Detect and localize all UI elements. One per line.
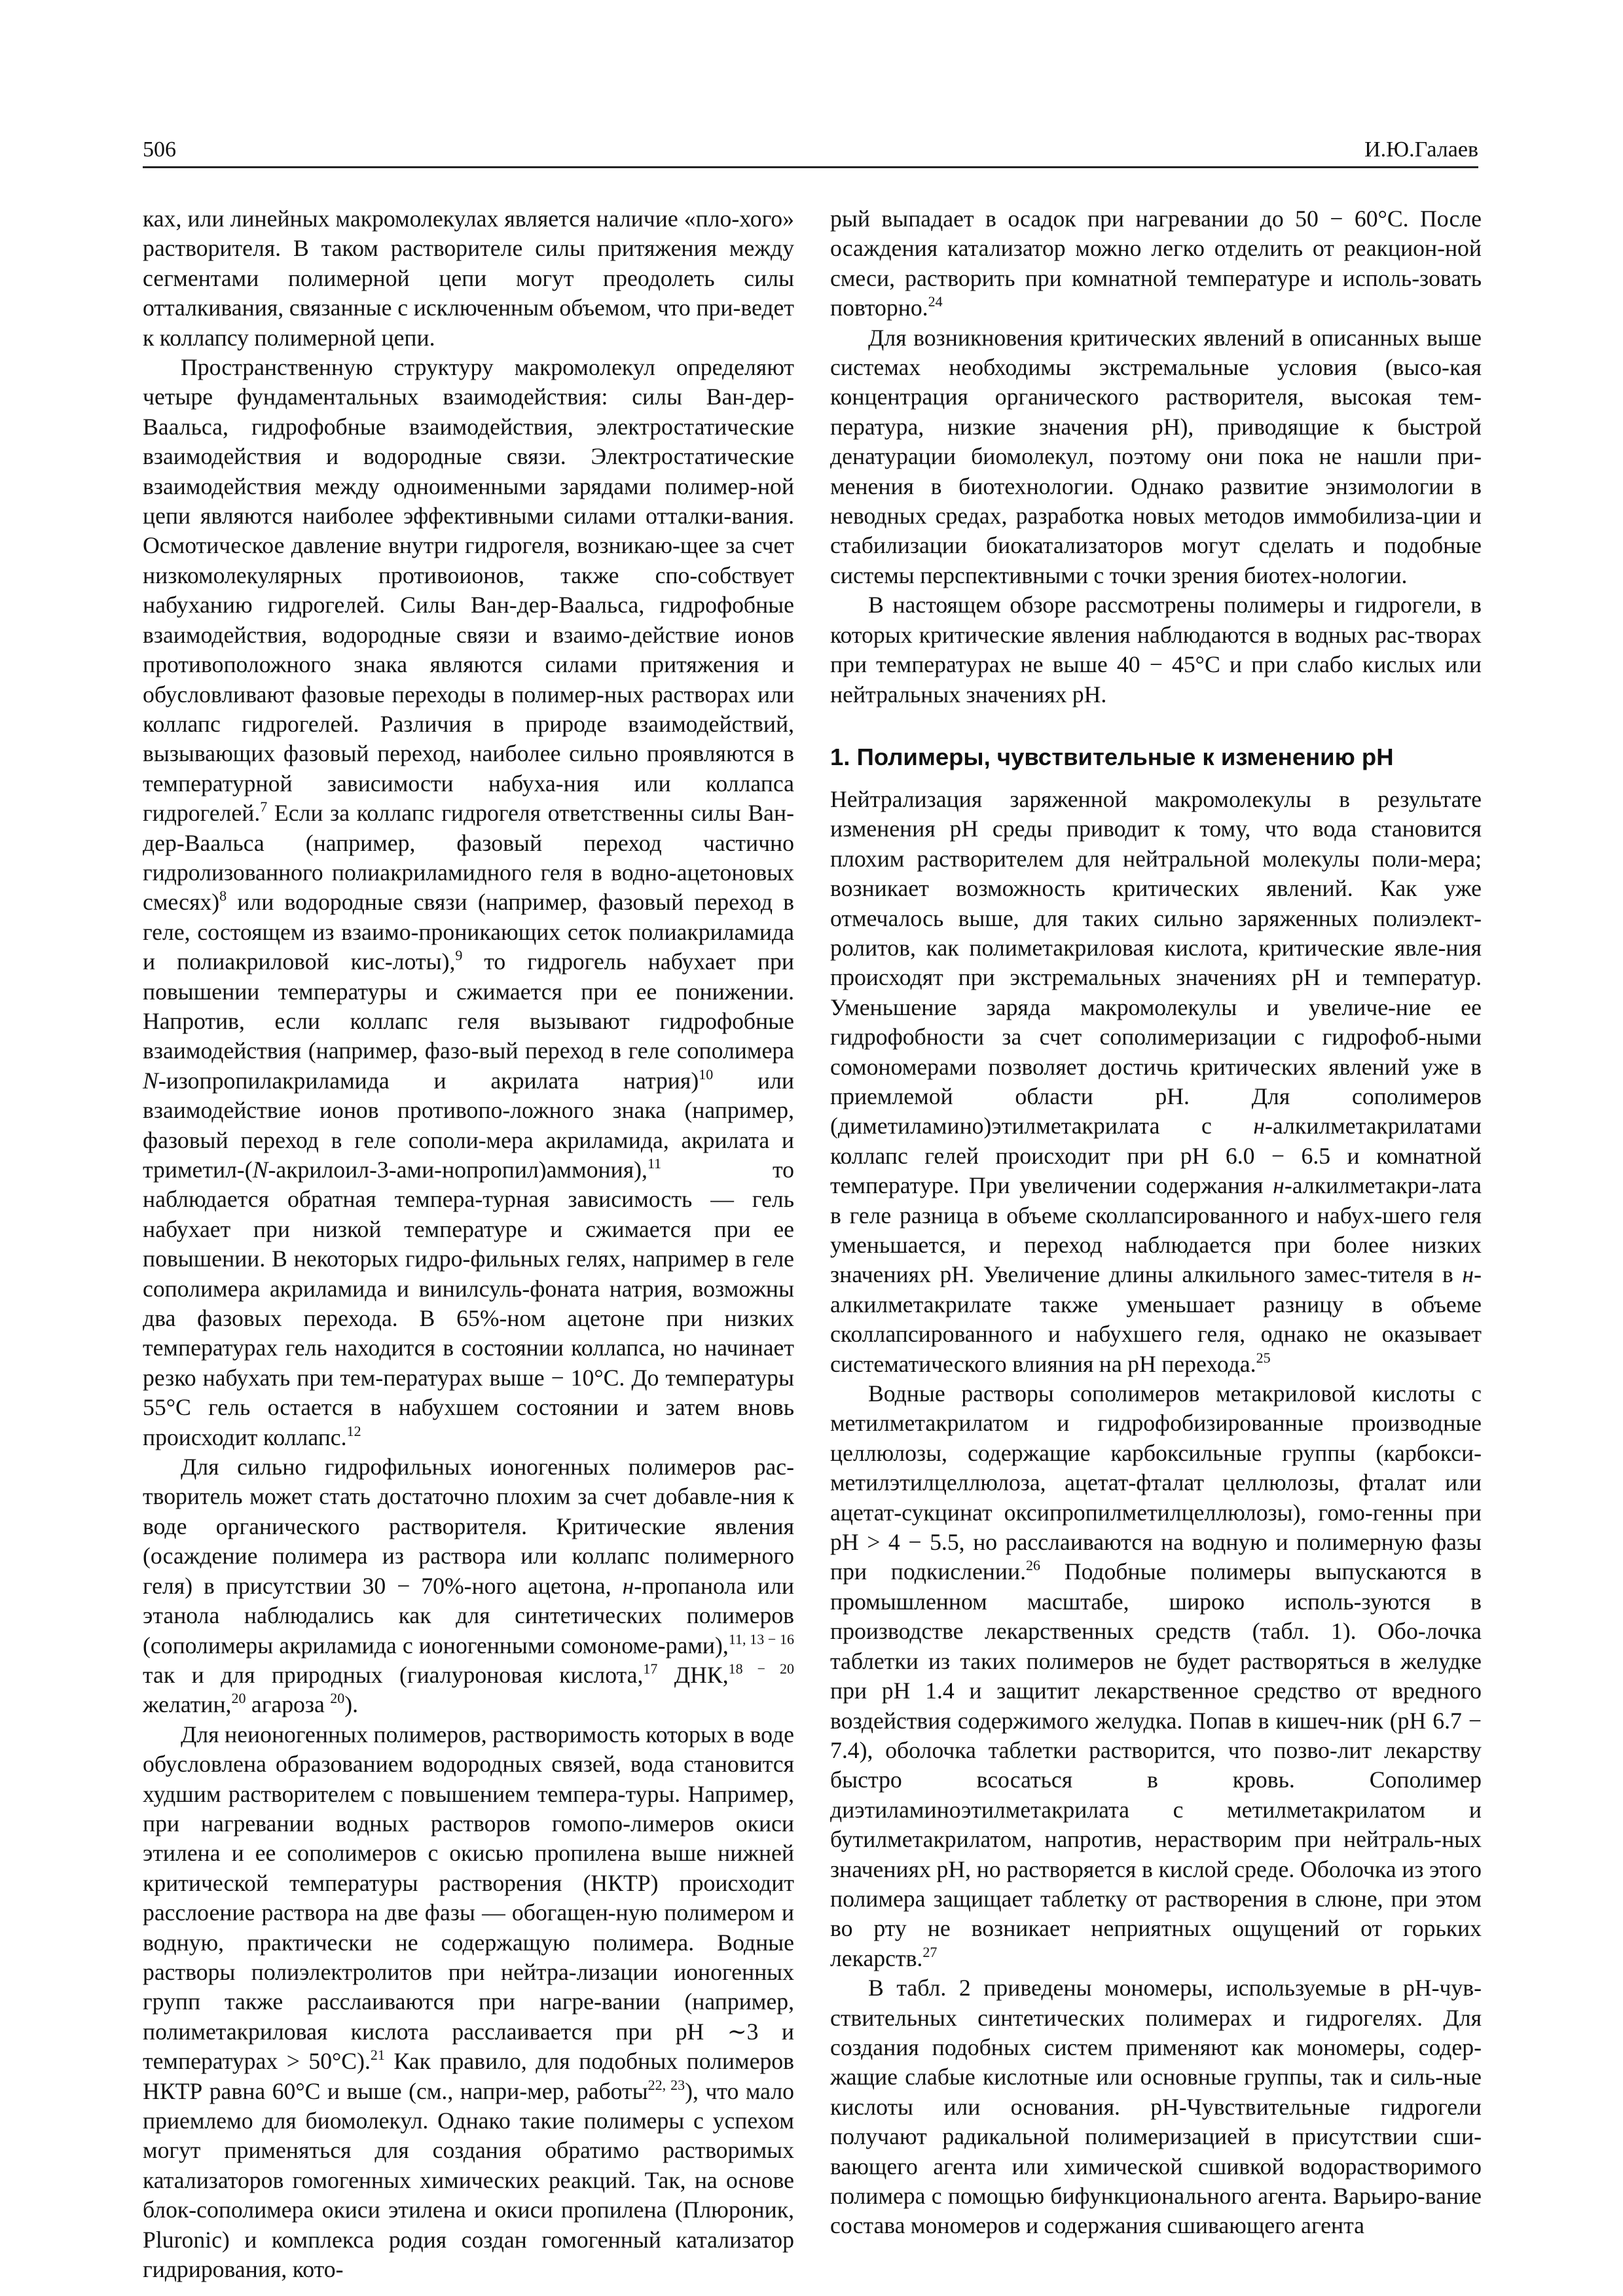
text-run: Подобные полимеры выпускаются в промышленном масштабе, широко исполь-зуются в производстве лекарственных средств (табл. 1). Обо-лочка таблетки из таких полимеров не будет растворяться в желудке при pH 1.4 и защитит лекарственное средство от вредного воздействия содержимого желудка. Попав в кишеч-ник (pH 6.7 − 7.4), оболочка таблетки растворится, что позво-лит лекарству быстро всосаться в кровь. Сополимер диэтиламиноэтилметакрилата с метилметакрилатом и бутилметакрилатом, напротив, нерастворим при нейтраль-ных значениях pH, но растворяется в кислой среде. Оболочка из этого полимера защищает таблетку от растворения в слюне, при этом во рту не возникает неприятных ощущений от горьких лекарств. xyxy=(830,1558,1482,1971)
text-run: так и для природных (гиалуроновая кислота, xyxy=(143,1661,644,1688)
reference-superscript: 27 xyxy=(922,1943,938,1960)
italic-text: н xyxy=(1253,1113,1266,1139)
text-run: Для сильно гидрофильных ионогенных полимеров рас-творитель может стать достаточно плохим за счет добавле-ния к воде органического растворителя. Критические явления (осаждение полимера из раствора или коллапс полимерного геля) в присутствии 30 − 70%-ного ацетона, xyxy=(143,1454,794,1599)
text-run: или водородные связи (например, фазовый переход в геле, состоящем из взаимо-проникающих сеток полиакриламида и полиакриловой кис-лоты), xyxy=(143,889,794,975)
text-run: -алкилметакри-лата в геле разница в объеме сколлапсированного и набух-шего геля уменьшается, и переход наблюдается при более низких значениях pH. Увеличение длины алкильного замес-тителя в xyxy=(830,1172,1482,1288)
text-run: В настоящем обзоре рассмотрены полимеры и гидрогели, в которых критические явления наблюдаются в водных рас-творах при температурах не выше 40 − 45°C и при слабо кислых или нейтральных значениях pH. xyxy=(830,592,1482,708)
paragraph xyxy=(830,1379,1482,1973)
italic-text: н xyxy=(1462,1261,1474,1288)
text-run: -акрилоил-3-ами-нопропил)аммония), xyxy=(268,1157,647,1183)
reference-superscript: 10 xyxy=(699,1066,714,1083)
page-header xyxy=(143,134,1478,168)
text-run: ДНК, xyxy=(657,1661,729,1688)
text-run: Нейтрализация заряженной макромолекулы в результате изменения pH среды приводит к тому, что вода становится плохим растворителем для нейтральной молекулы поли-мера; возникает возможность критических явлений. Как уже отмечалось выше, для таких сильно заряженных полиэлект-ролитов, как полиметакриловая кислота, критические явле-ния происходят при экстремальных значениях pH и температур. Уменьшение заряда макромолекулы и увеличе-ние ее гидрофобности за счет сополимеризации с гидрофоб-ными сомономерами позволяет достичь критических явлений уже в приемлемой области pH. Для сополимеров (диметиламино)этилметакрилата с xyxy=(830,785,1482,1139)
text-run: -пропанола или этанола наблюдались как для синтетических полимеров (сополимеры акриламида с ионогенными сомономе-рами), xyxy=(143,1572,794,1659)
text-run: Если за коллапс гидрогеля ответственны силы Ван-дер-Ваальса (например, фазовый переход частично гидролизованного полиакриламидного геля в водно-ацетоновых смесях) xyxy=(143,800,794,916)
italic-text: н xyxy=(622,1572,634,1599)
reference-superscript: 8 xyxy=(219,888,227,905)
text-run: -алкилметакрилатами коллапс гелей происходит при pH 6.0 − 6.5 и комнатной температуре. При увеличении содержания xyxy=(830,1113,1482,1199)
paragraph xyxy=(830,785,1482,1379)
text-run: Для возникновения критических явлений в описанных выше системах необходимы экстремальные условия (высо-кая концентрация органического растворителя, высокая тем-пература, низкие значения pH), приводящие к быстрой денатурации биомолекул, поэтому они пока не нашли при-менения в биотехнологии. Однако развитие энзимологии в неводных средах, разработка новых методов иммобилиза-ции и стабилизации биокатализаторов могут сделать и подобные системы перспективными с точки зрения биотех-нологии. xyxy=(830,324,1482,588)
reference-superscript: 7 xyxy=(260,798,268,816)
reference-superscript: 22, 23 xyxy=(647,2076,685,2093)
text-run: -алкилметакрилате также уменьшает разницу в объеме сколлапсированного и набухшего геля, однако не оказывает систематического влияния на pH перехода. xyxy=(830,1261,1482,1377)
paragraph xyxy=(830,1973,1482,2241)
running-head-author: И.Ю.Галаев xyxy=(1364,137,1478,162)
reference-superscript: 11 xyxy=(647,1155,662,1172)
reference-superscript: 11, 13 − 16 xyxy=(728,1630,794,1647)
right-column xyxy=(830,204,1482,2241)
reference-superscript: 24 xyxy=(928,293,943,310)
text-run: рый выпадает в осадок при нагревании до 50 − 60°C. После осаждения катализатор можно легко отделить от реакцион-ной смеси, растворить при комнатной температуре и исполь-зовать повторно. xyxy=(830,206,1482,321)
text-run: Для неионогенных полимеров, растворимость которых в воде обусловлена образованием водородных связей, вода становится худшим растворителем с повышением темпера-туры. Например, при нагревании водных растворов гомопо-лимеров окиси этилена и ее сополимеров с окисью пропилена выше нижней критической температуры растворения (НКТР) происходит расслоение раствора на две фазы — обогащен-ную полимером и водную, практически не содержащую полимера. Водные растворы полиэлектролитов при нейтра-лизации ионогенных групп также расслаиваются при нагре-вании (например, полиметакриловая кислота расслаивается при pH ∼3 и температурах > 50°C). xyxy=(143,1721,794,2075)
text-run: то наблюдается обратная темпера-турная зависимость — гель набухает при низкой температуре и сжимается при ее повышении. В некоторых гидро-фильных гелях, например в геле сополимера акриламида и винилсуль-фоната натрия, возможны два фазовых перехода. В 65%-ном ацетоне при низких температурах гель находится в состоянии коллапса, но начинает резко набухать при тем-пературах выше − 10°C. До температуры 55°C гель остается в набухшем состоянии и затем вновь происходит коллапс. xyxy=(143,1157,794,1450)
italic-text: N xyxy=(252,1157,268,1183)
paragraph xyxy=(143,204,794,353)
text-run: Водные растворы сополимеров метакриловой кислоты с метилметакрилатом и гидрофобизированные производные целлюлозы, содержащие карбоксильные группы (карбокси-метилэтилцеллюлоза, ацетат-фталат целлюлозы, фталат или ацетат-сукцинат оксипропилметилцеллюлозы), гомо-генны при pH > 4 − 5.5, но расслаиваются на водную и полимерную фазы при подкислении. xyxy=(830,1380,1482,1585)
paragraph xyxy=(830,323,1482,591)
left-column xyxy=(143,204,794,2284)
paragraph xyxy=(143,353,794,1452)
reference-superscript: 20 xyxy=(330,1690,345,1707)
text-run: или взаимодействие ионов противопо-ложного знака (например, фазовый переход в геле сополи-мера акриламида, акрилата и триметил-( xyxy=(143,1067,794,1183)
italic-text: н xyxy=(1273,1172,1285,1199)
text-run: ), что мало приемлемо для биомолекул. Однако такие полимеры с успехом могут применяться для создания обратимо растворимых катализаторов гомогенных химических реакций. Так, на основе блок-сополимера окиси этилена и окиси пропилена (Плюроник, Pluronic) и комплекса родия создан гомогенный катализатор гидрирования, кото- xyxy=(143,2077,794,2283)
reference-superscript: 17 xyxy=(643,1660,658,1677)
reference-superscript: 12 xyxy=(346,1422,361,1439)
text-run: -изопропилакриламида и акрилата натрия) xyxy=(158,1067,699,1094)
text-run: Пространственную структуру макромолекул определяют четыре фундаментальных взаимодействия: силы Ван-дер-Ваальса, гидрофобные взаимодействия, электростатические взаимодействия и водородные связи. Электростатические взаимодействия между одноименными зарядами полимер-ной цепи являются наиболее эффективными силами отталки-вания. Осмотическое давление внутри гидрогеля, возникаю-щее за счет низкомолекулярных противоионов, также спо-собствует набуханию гидрогелей. Силы Ван-дер-Ваальса, гидрофобные взаимодействия, водородные связи и взаимо-действие ионов противоположного знака являются силами притяжения и обусловливают фазовые переходы в полимер-ных растворах или коллапс гидрогелей. Различия в природе взаимодействий, вызывающих фазовый переход, наиболее сильно проявляются в температурной зависимости набуха-ния или коллапса гидрогелей. xyxy=(143,354,794,827)
page-number: 506 xyxy=(143,137,176,162)
italic-text: N xyxy=(143,1067,158,1094)
text-run: желатин, xyxy=(143,1691,232,1718)
reference-superscript: 9 xyxy=(455,947,463,964)
paragraph xyxy=(143,1720,794,2285)
text-run: агароза xyxy=(246,1691,331,1718)
text-run: В табл. 2 приведены мономеры, используемые в pH-чув-ствительных синтетических полимерах и гидрогелях. Для создания подобных систем применяют как мономеры, содер-жащие слабые кислотные или основные группы, так и силь-ные кислоты или основания. pH-Чувствительные гидрогели получают радикальной полимеризацией в присутствии сши-вающего агента или химической сшивкой водорастворимого полимера с помощью бифункционального агента. Варьиро-вание состава мономеров и содержания сшивающего агента xyxy=(830,1975,1482,2239)
text-run: Как правило, для подобных полимеров НКТР равна 60°C и выше (см., напри-мер, работы xyxy=(143,2048,794,2104)
paragraph xyxy=(143,1452,794,1720)
section-heading: 1. Полимеры, чувствительные к изменению pH xyxy=(830,743,1394,770)
text-run: ). xyxy=(344,1691,359,1718)
text-run: то гидрогель набухает при повышении температуры и сжимается при ее понижении. Напротив, если коллапс геля вызывают гидрофобные взаимодействия (например, фазо-вый переход в геле сополимера xyxy=(143,948,794,1064)
reference-superscript: 25 xyxy=(1256,1349,1271,1366)
text-run: ках, или линейных макромолекулах является наличие «пло-хого» растворителя. В таком растворителе силы притяжения между сегментами полимерной цепи могут преодолеть силы отталкивания, связанные с исключенным объемом, что при-ведет к коллапсу полимерной цепи. xyxy=(143,206,794,351)
reference-superscript: 20 xyxy=(231,1690,246,1707)
reference-superscript: 18 − 20 xyxy=(728,1660,794,1677)
paragraph xyxy=(830,204,1482,323)
reference-superscript: 21 xyxy=(370,2047,385,2064)
reference-superscript: 26 xyxy=(1026,1557,1041,1574)
paragraph xyxy=(830,590,1482,709)
